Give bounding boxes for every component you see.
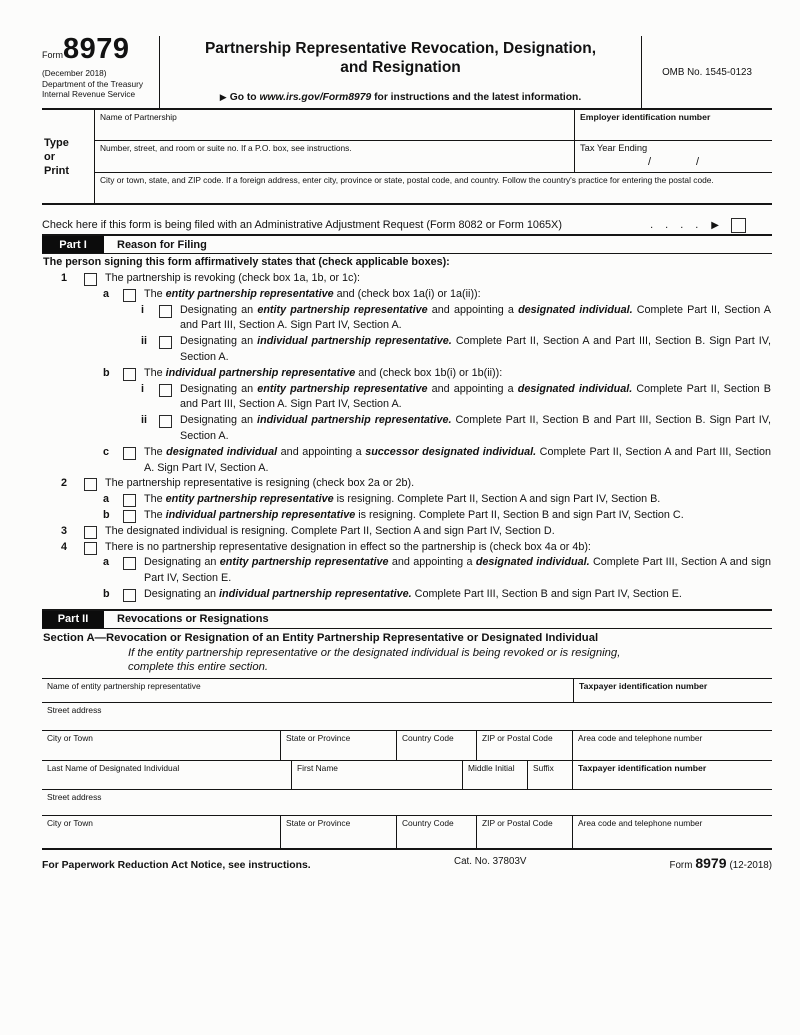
item-checkbox[interactable] bbox=[123, 589, 136, 602]
tin-label: Taxpayer identification number bbox=[578, 762, 707, 773]
item-text bbox=[144, 287, 772, 303]
partnership-city-label: City or town, state, and ZIP code. If a foreign address, enter city, province or state, postal code, and country. Follow the country's practice for entering the postal code. bbox=[100, 175, 714, 185]
reason-item bbox=[42, 587, 772, 603]
item-text-segment: Designating an bbox=[180, 303, 258, 316]
item-text-segment: The partnership is revoking (check box 1a, 1b, or 1c): bbox=[105, 272, 361, 284]
item-checkbox[interactable] bbox=[84, 478, 97, 491]
item-text-segment: The bbox=[144, 445, 167, 458]
entity-rep-name-input-cell[interactable] bbox=[42, 679, 573, 702]
item-text bbox=[180, 382, 772, 414]
reason-item bbox=[42, 476, 772, 492]
type-or-print-label bbox=[42, 110, 95, 203]
aar-text: Check here if this form is being filed with an Administrative Adjustment Request (Form 8082 or Form 1065X) bbox=[42, 219, 562, 231]
street-address-label: Street address bbox=[47, 704, 102, 715]
designated-individual-city-input-cell[interactable] bbox=[42, 816, 280, 848]
item-checkbox[interactable] bbox=[123, 289, 136, 302]
item-text bbox=[105, 524, 772, 540]
emphasized-phrase: entity partnership representative bbox=[219, 556, 389, 569]
item-checkbox[interactable] bbox=[159, 305, 172, 318]
item-checkbox[interactable] bbox=[159, 336, 172, 349]
designated-individual-state-input-cell[interactable] bbox=[280, 816, 396, 848]
emphasized-phrase: designated individual bbox=[166, 445, 278, 458]
item-text-segment: The bbox=[144, 493, 166, 506]
item-number: a bbox=[103, 493, 110, 506]
designated-individual-firstname-input-cell[interactable] bbox=[291, 761, 462, 789]
item-text bbox=[144, 492, 772, 508]
entity-rep-state-input-cell[interactable] bbox=[280, 731, 396, 760]
form-title-line-2: and Resignation bbox=[340, 59, 461, 76]
slash-1: / bbox=[647, 156, 651, 168]
partnership-city-input-cell[interactable] bbox=[95, 172, 772, 203]
table-row bbox=[42, 816, 772, 848]
first-name-label: First Name bbox=[297, 762, 338, 773]
tax-year-label: Tax Year Ending bbox=[580, 143, 648, 153]
item-number: b bbox=[103, 366, 110, 379]
entity-rep-zip-input-cell[interactable] bbox=[476, 731, 572, 760]
entity-rep-name-label: Name of entity partnership representative bbox=[47, 680, 201, 691]
item-text bbox=[180, 303, 772, 335]
part2-title: Revocations or Resignations bbox=[117, 613, 269, 626]
agency-line-2: Internal Revenue Service bbox=[42, 89, 136, 99]
item-checkbox[interactable] bbox=[159, 415, 172, 428]
dot-leader: . . . . bbox=[650, 219, 699, 231]
zip-label: ZIP or Postal Code bbox=[482, 817, 553, 828]
part1-label: Part I bbox=[42, 236, 104, 253]
part2-header bbox=[42, 609, 772, 629]
ein-label: Employer identification number bbox=[580, 112, 711, 122]
emphasized-phrase: individual partnership representative. bbox=[257, 335, 452, 348]
last-name-label: Last Name of Designated Individual bbox=[47, 762, 180, 773]
partnership-name-input-cell[interactable] bbox=[95, 110, 574, 140]
entity-rep-phone-input-cell[interactable] bbox=[572, 731, 772, 760]
reason-item bbox=[42, 366, 772, 382]
irs-url[interactable]: www.irs.gov/Form8979 bbox=[259, 92, 372, 103]
emphasized-phrase: entity partnership representative bbox=[257, 303, 428, 316]
emphasized-phrase: designated individual. bbox=[517, 382, 633, 395]
item-text bbox=[144, 555, 772, 587]
item-number: 1 bbox=[61, 272, 68, 284]
item-text-segment: and appointing a bbox=[427, 382, 518, 395]
item-number: 2 bbox=[61, 477, 68, 490]
catalog-number: Cat. No. 37803V bbox=[454, 855, 527, 867]
country-code-label: Country Code bbox=[402, 732, 454, 743]
slash-2: / bbox=[696, 156, 700, 168]
item-text-segment: is resigning. Complete Part II, Section B and sign Part IV, Section C. bbox=[355, 508, 684, 521]
item-checkbox[interactable] bbox=[84, 526, 97, 539]
table-row bbox=[42, 790, 772, 816]
table-row bbox=[42, 703, 772, 731]
page-title bbox=[205, 36, 596, 77]
partnership-street-input-cell[interactable] bbox=[95, 140, 574, 172]
footer-form-number: 8979 bbox=[695, 854, 727, 871]
item-text bbox=[105, 476, 772, 492]
reason-item bbox=[42, 555, 772, 587]
form-id-block bbox=[42, 33, 160, 108]
part1-items bbox=[42, 271, 772, 605]
partnership-street-label: Number, street, and room or suite no. If a P.O. box, see instructions. bbox=[100, 143, 352, 153]
form-title-block bbox=[160, 36, 642, 108]
item-text bbox=[105, 540, 772, 556]
reason-item bbox=[42, 287, 772, 303]
form-footer bbox=[42, 855, 772, 871]
emphasized-phrase: individual partnership representative. bbox=[219, 587, 412, 600]
phone-label: Area code and telephone number bbox=[578, 732, 703, 743]
table-row bbox=[42, 679, 772, 703]
goto-suffix: for instructions and the latest information. bbox=[371, 92, 582, 103]
section-a-heading: Section A—Revocation or Resignation of an Entity Partnership Representative or Designated Individual bbox=[43, 631, 599, 644]
emphasized-phrase: designated individual. bbox=[475, 556, 590, 569]
item-text-segment: and appointing a bbox=[277, 445, 366, 458]
part1-title: Reason for Filing bbox=[117, 238, 207, 251]
item-text-segment: The bbox=[144, 508, 166, 521]
city-label: City or Town bbox=[47, 732, 93, 743]
item-checkbox[interactable] bbox=[123, 510, 136, 523]
item-text-segment: Complete Part II, Section B and Part III, Section B. Sign Part IV, Section A. bbox=[180, 414, 772, 442]
emphasized-phrase: entity partnership representative bbox=[165, 287, 334, 300]
emphasized-phrase: individual partnership representative bbox=[165, 366, 356, 379]
item-checkbox[interactable] bbox=[123, 557, 136, 570]
street-address-label: Street address bbox=[47, 791, 102, 802]
tax-year-slashes bbox=[580, 156, 767, 168]
item-number: a bbox=[103, 287, 110, 300]
entity-rep-tin-input-cell[interactable] bbox=[573, 679, 772, 702]
item-text bbox=[180, 413, 772, 445]
ein-input-cell[interactable] bbox=[574, 110, 772, 140]
item-text bbox=[180, 334, 772, 366]
item-checkbox[interactable] bbox=[123, 494, 136, 507]
form-number: 8979 bbox=[63, 33, 130, 65]
partnership-info-block bbox=[42, 110, 772, 205]
item-number: 3 bbox=[61, 524, 68, 537]
agency-line-1: Department of the Treasury bbox=[42, 79, 143, 89]
emphasized-phrase: entity partnership representative bbox=[165, 493, 334, 506]
country-code-label: Country Code bbox=[402, 817, 454, 828]
item-text-segment: Complete Part II, Section A and Part III, Section A. Sign Part IV, Section A. bbox=[144, 445, 771, 474]
emphasized-phrase: successor designated individual. bbox=[365, 445, 537, 458]
item-number: ii bbox=[141, 335, 147, 348]
item-number: i bbox=[141, 303, 144, 316]
aar-check-line bbox=[42, 216, 772, 234]
item-text-segment: The bbox=[144, 287, 166, 300]
item-text-segment: and appointing a bbox=[427, 303, 519, 316]
item-text-segment: Designating an bbox=[180, 414, 257, 427]
item-text bbox=[144, 508, 772, 524]
part1-header bbox=[42, 234, 772, 254]
reason-item bbox=[42, 492, 772, 508]
item-text-segment: Complete Part III, Section B and sign Part IV, Section E. bbox=[411, 587, 682, 600]
item-text-segment: Designating an bbox=[180, 335, 258, 348]
item-text bbox=[105, 271, 772, 287]
reason-item bbox=[42, 413, 772, 445]
state-label: State or Province bbox=[286, 732, 351, 743]
form-header bbox=[42, 33, 772, 110]
city-label: City or Town bbox=[47, 817, 93, 828]
item-text-segment: and appointing a bbox=[388, 556, 476, 569]
designated-individual-zip-input-cell[interactable] bbox=[476, 816, 572, 848]
tax-year-input-cell[interactable] bbox=[574, 140, 772, 172]
paperwork-notice: For Paperwork Reduction Act Notice, see instructions. bbox=[42, 859, 311, 871]
item-text-segment: and (check box 1a(i) or 1a(ii)): bbox=[333, 287, 481, 300]
footer-form-revision: (12-2018) bbox=[729, 859, 772, 871]
designated-individual-mi-input-cell[interactable] bbox=[462, 761, 527, 789]
form-number-line bbox=[42, 33, 154, 67]
entity-rep-city-input-cell[interactable] bbox=[42, 731, 280, 760]
reason-item bbox=[42, 303, 772, 335]
type-word: Type bbox=[44, 136, 69, 149]
item-text-segment: Complete Part II, Section A and Part III, Section A. Sign Part IV, Section A. bbox=[180, 303, 771, 332]
right-arrow-icon: ▶ bbox=[219, 92, 227, 102]
emphasized-phrase: individual partnership representative bbox=[165, 508, 356, 521]
section-a-note-line-1: If the entity partnership representative or the designated individual is being revoked or is resigning, bbox=[128, 646, 621, 659]
item-checkbox[interactable] bbox=[123, 368, 136, 381]
item-text-segment: Designating an bbox=[180, 382, 258, 395]
emphasized-phrase: designated individual. bbox=[518, 303, 633, 316]
item-number: c bbox=[103, 445, 110, 458]
item-number: b bbox=[103, 508, 110, 521]
table-row bbox=[42, 761, 772, 790]
goto-line bbox=[220, 92, 581, 108]
middle-initial-label: Middle Initial bbox=[468, 762, 515, 773]
item-checkbox[interactable] bbox=[84, 273, 97, 286]
item-text-segment: There is no partnership representative designation in effect so the partnership is (check box 4a or 4b): bbox=[105, 540, 591, 553]
item-checkbox[interactable] bbox=[159, 384, 172, 397]
designated-individual-tin-input-cell[interactable] bbox=[572, 761, 772, 789]
or-word: or bbox=[44, 150, 55, 163]
designated-individual-lastname-input-cell[interactable] bbox=[42, 761, 291, 789]
part2-label: Part II bbox=[42, 611, 104, 628]
part1-intro: The person signing this form affirmatively states that (check applicable boxes): bbox=[43, 256, 450, 268]
phone-label: Area code and telephone number bbox=[578, 817, 703, 828]
footer-form-id bbox=[670, 855, 773, 871]
reason-item bbox=[42, 271, 772, 287]
omb-block bbox=[642, 36, 772, 108]
item-number: 4 bbox=[61, 540, 68, 553]
table-row bbox=[42, 731, 772, 761]
goto-prefix: Go to bbox=[229, 92, 260, 103]
item-checkbox[interactable] bbox=[123, 447, 136, 460]
entity-rep-tin-label: Taxpayer identification number bbox=[579, 680, 708, 691]
item-checkbox[interactable] bbox=[84, 542, 97, 555]
item-number: b bbox=[103, 587, 110, 600]
reason-item bbox=[42, 540, 772, 556]
zip-label: ZIP or Postal Code bbox=[482, 732, 553, 743]
emphasized-phrase: individual partnership representative. bbox=[256, 414, 452, 427]
aar-checkbox[interactable] bbox=[731, 218, 746, 233]
item-number: ii bbox=[141, 414, 147, 427]
state-label: State or Province bbox=[286, 817, 351, 828]
reason-item bbox=[42, 382, 772, 414]
section-a-note-line-2: complete this entire section. bbox=[128, 661, 269, 674]
reason-item bbox=[42, 508, 772, 524]
item-text-segment: Complete Part II, Section A and Part III, Section B. Sign Part IV, Section A. bbox=[180, 335, 771, 363]
item-number: a bbox=[103, 556, 110, 569]
entity-rep-street-input-cell[interactable] bbox=[42, 703, 772, 730]
item-text-segment: The partnership representative is resigning (check box 2a or 2b). bbox=[105, 477, 415, 490]
item-text bbox=[144, 366, 772, 382]
designated-individual-country-input-cell[interactable] bbox=[396, 816, 476, 848]
item-text bbox=[144, 445, 772, 477]
footer-form-word: Form bbox=[669, 859, 693, 871]
reason-item bbox=[42, 334, 772, 366]
reason-item bbox=[42, 445, 772, 477]
designated-individual-street-input-cell[interactable] bbox=[42, 790, 772, 815]
item-text-segment: Designating an bbox=[144, 556, 220, 569]
designated-individual-phone-input-cell[interactable] bbox=[572, 816, 772, 848]
item-number: i bbox=[141, 382, 144, 395]
form-title-line-1: Partnership Representative Revocation, Designation, bbox=[204, 40, 597, 57]
reason-item bbox=[42, 524, 772, 540]
emphasized-phrase: entity partnership representative bbox=[257, 382, 428, 395]
partnership-name-label: Name of Partnership bbox=[100, 112, 177, 122]
right-arrow-icon: ▶ bbox=[711, 219, 719, 231]
item-text-segment: is resigning. Complete Part II, Section A and sign Part IV, Section B. bbox=[333, 493, 661, 506]
suffix-label: Suffix bbox=[533, 762, 554, 773]
item-text bbox=[144, 587, 772, 603]
item-text-segment: Complete Part III, Section A and sign Part IV, Section E. bbox=[144, 556, 771, 585]
print-word: Print bbox=[44, 164, 70, 177]
form-word: Form bbox=[42, 50, 63, 60]
omb-number: OMB No. 1545-0123 bbox=[662, 66, 752, 78]
item-text-segment: The bbox=[144, 366, 166, 379]
item-text-segment: and (check box 1b(i) or 1b(ii)): bbox=[355, 366, 503, 379]
entity-rep-country-input-cell[interactable] bbox=[396, 731, 476, 760]
form-revision: (December 2018) bbox=[42, 68, 107, 78]
item-text-segment: Complete Part II, Section B and Part III, Section A. Sign Part IV, Section A. bbox=[180, 382, 771, 411]
item-text-segment: Designating an bbox=[144, 587, 220, 600]
section-a-table bbox=[42, 678, 772, 850]
item-text-segment: The designated individual is resigning. Complete Part II, Section A and sign Part IV, Section D. bbox=[105, 524, 555, 537]
designated-individual-suffix-input-cell[interactable] bbox=[527, 761, 572, 789]
